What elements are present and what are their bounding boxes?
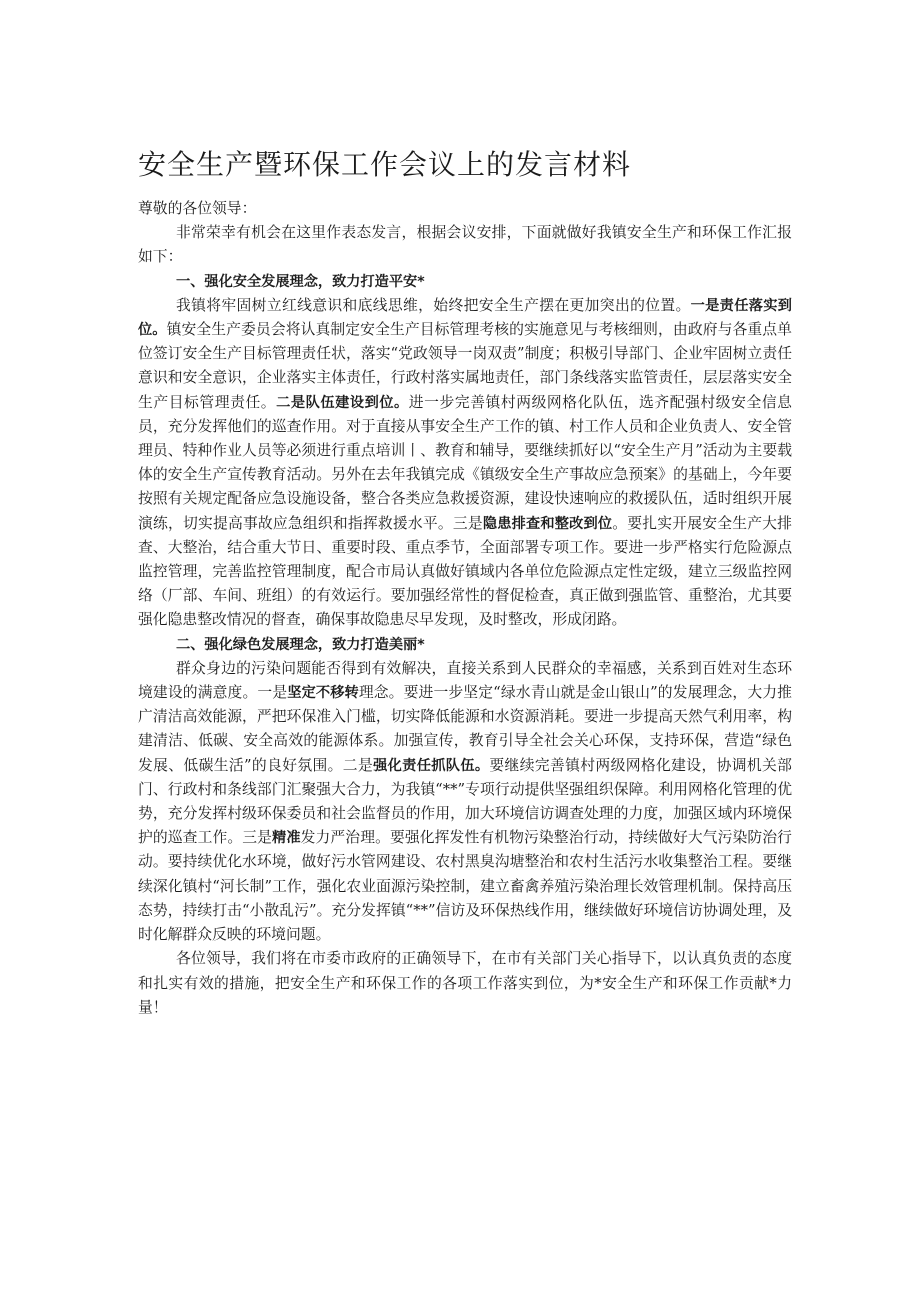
section-2-paragraph: [138, 657, 792, 947]
section-1-text-2: 镇安全生产委员会将认真制定安全生产目标管理考核的实施意见与考核细则，由政府与各重点单位签订安全生产目标管理责任状，落实“党政领导一岗双责”制度；积极引导部门、企业牢固树立责任意识和安全意识，企业落实主体责任，行政村落实属地责任，部门条线落实监管责任，层层落实安全生产目标管理责任。: [138, 321, 792, 411]
section-2-text-1: 群众身边的污染问题能否得到有效解决，直接关系到人民群众的幸福感，关系到百姓对生态环境建设的满意度。一是: [138, 659, 792, 702]
closing-paragraph: 各位领导，我们将在市委市政府的正确领导下，在市有关部门关心指导下，以认真负责的态度和扎实有效的措施，把安全生产和环保工作的各项工作落实到位，为*安全生产和环保工作贡献*力量！: [138, 950, 792, 1016]
section-1-text-1: 我镇将牢固树立红线意识和底线思维，始终把安全生产摆在更加突出的位置。: [176, 296, 691, 314]
section-2-bold-2: 强化责任抓队伍。: [373, 757, 490, 774]
section-2-text-2: 理念。要进一步坚定“绿水青山就是金山银山”的发展理念，大力推广清洁高效能源，严把环保准入门槛，切实降低能源和水资源消耗。要进一步提高天然气利用率，构建清洁、低碳、安全高效的能源体系。加强宣传，教育引导全社会关心环保，支持环保，营造“绿色发展、低碳生活”的良好氛围。二是: [138, 684, 792, 774]
intro-paragraph: 非常荣幸有机会在这里作表态发言，根据会议安排，下面就做好我镇安全生产和环保工作汇报如下：: [138, 224, 792, 266]
section-heading-1: 一、强化安全发展理念，致力打造平安*: [176, 273, 425, 290]
section-heading-2: 二、强化绿色发展理念，致力打造美丽*: [176, 636, 425, 653]
section-1-bold-2: 二是队伍建设到位。: [276, 394, 409, 411]
section-1-paragraph: [138, 294, 792, 633]
section-2-bold-3: 精准: [272, 830, 301, 847]
section-2-text-4: 发力严治理。要强化挥发性有机物污染整治行动，持续做好大气污染防治行动。要持续优化水环境，做好污水管网建设、农村黑臭沟塘整治和农村生活污水收集整治工程。要继续深化镇村“河长制”工作，强化农业面源污染控制，建立畜禽养殖污染治理长效管理机制。保持高压态势，持续打击“小散乱污”。充分发挥镇“**”信访及环保热线作用，继续做好环境信访协调处理，及时化解群众反映的环境问题。: [138, 829, 792, 944]
section-1-bold-3: 隐患排查和整改到位: [482, 515, 613, 532]
section-2-bold-1: 坚定不移转: [287, 685, 359, 702]
document-title: 安全生产暨环保工作会议上的发言材料: [138, 148, 632, 181]
section-1-text-3: 进一步完善镇村两级网格化队伍，选齐配强村级安全信息员，充分发挥他们的巡查作用。对于直接从事安全生产工作的镇、村工作人员和企业负责人、安全管理员、特种作业人员等必须进行重点培训丨、教育和辅导，要继续抓好以“安全生产月”活动为主要载体的安全生产宣传教育活动。另外在去年我镇完成《镇级安全生产事故应急预案》的基础上，今年要按照有关规定配备应急设施设备，整合各类应急救援资源，建设快速响应的救援队伍，适时组织开展演练，切实提高事故应急组织和指挥救援水平。三是: [138, 393, 792, 532]
salutation: 尊敬的各位领导：: [138, 200, 257, 217]
section-1-text-4: 。要扎实开展安全生产大排查、大整治，结合重大节日、重要时段、重点季节，全面部署专项工作。要进一步严格实行危险源点监控管理，完善监控管理制度，配合市局认真做好镇域内各单位危险源点定性定级，建立三级监控网络（厂部、车间、班组）的有效运行。要加强经常性的督促检查，真正做到强监管、重整治，尤其要强化隐患整改情况的督查，确保事故隐患尽早发现，及时整改，形成闭路。: [138, 514, 792, 629]
document-body: [138, 197, 792, 1020]
section-1-bold-1: 一是责任落实到位。: [138, 297, 792, 339]
section-2-text-3: 要继续完善镇村两级网格化建设，协调机关部门、行政村和条线部门汇聚强大合力，为我镇“**”专项行动提供坚强组织保障。利用网格化管理的优势，充分发挥村级环保委员和社会监督员的作用，加大环境信访调查处理的力度，加强区域内环境保护的巡查工作。三是: [138, 756, 792, 847]
